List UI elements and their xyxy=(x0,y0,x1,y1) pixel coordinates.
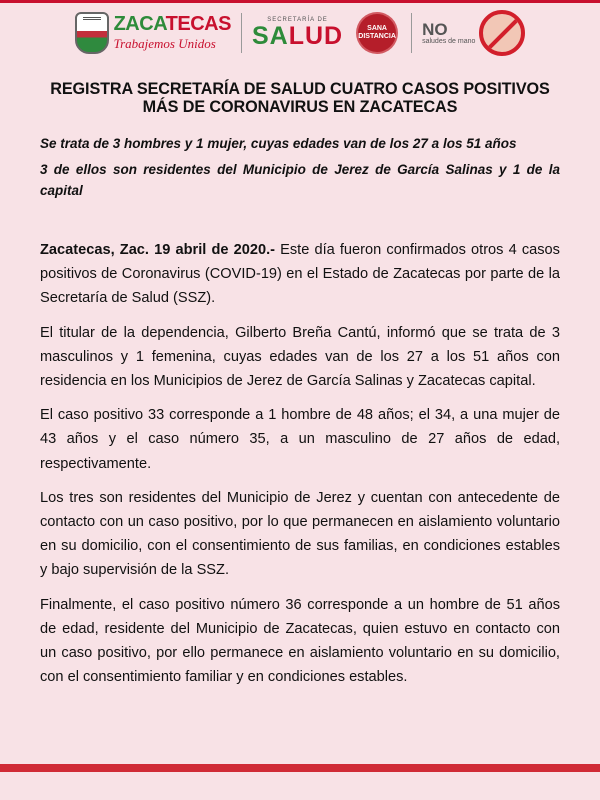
zacatecas-slogan: Trabajemos Unidos xyxy=(113,36,216,51)
logo-header xyxy=(0,3,600,63)
article-title: REGISTRA SECRETARÍA DE SALUD CUATRO CASOS POSITIVOS MÁS DE CORONAVIRUS EN ZACATECAS xyxy=(50,80,550,116)
sana-distancia-virus-icon xyxy=(353,9,401,57)
bottom-accent-strip xyxy=(0,764,600,772)
logo-divider xyxy=(411,13,412,53)
dateline: Zacatecas, Zac. 19 abril de 2020.- xyxy=(40,242,275,258)
article-paragraph xyxy=(40,238,560,311)
sana-distancia-label: SANA DISTANCIA xyxy=(358,25,396,40)
zacatecas-logo xyxy=(75,12,231,54)
article-paragraph: Finalmente, el caso positivo número 36 corresponde a un hombre de 51 años de edad, residente del Municipio de Zacatecas, quien estuvo en contacto con un caso positivo, por ello permanece en aislamiento voluntario en su domicilio, con el consentimiento familiar y en condiciones estables. xyxy=(40,596,560,686)
article-paragraph: Los tres son residentes del Municipio de Jerez y cuentan con antecedente de contacto con un caso positivo, por lo que permanecen en aislamiento voluntario en su domicilio, con el consentimiento de sus familias, en condiciones estables y bajo supervisión de la SSZ. xyxy=(40,489,560,579)
secretaria-salud-logo xyxy=(252,17,343,49)
salud-logo-caption: SECRETARÍA DE xyxy=(267,17,328,23)
state-crest-icon xyxy=(75,12,109,54)
article-subtitle: 3 de ellos son residentes del Municipio de Jerez de García Salinas y 1 de la capital xyxy=(40,162,560,198)
no-saludes-caption: saludes de mano xyxy=(422,37,476,45)
salud-wordmark: SALUD xyxy=(251,22,344,50)
article-subtitles xyxy=(40,133,560,206)
article-subtitle: Se trata de 3 hombres y 1 mujer, cuyas edades van de los 27 a los 51 años xyxy=(40,136,517,151)
no-saludes-title: NO xyxy=(422,19,448,39)
article-paragraph: El caso positivo 33 corresponde a 1 hombre de 48 años; el 34, a una mujer de 43 años y el caso número 35, a un masculino de 27 años de edad, respectivamente. xyxy=(40,407,560,472)
paragraph-text: Este día fueron confirmados otros 4 casos positivos de Coronavirus (COVID-19) en el Estado de Zacatecas por parte de la Secretaría de Salud (SSZ). xyxy=(40,242,560,307)
logo-divider xyxy=(241,13,242,53)
article-body xyxy=(40,238,560,699)
no-handshake-icon xyxy=(479,10,525,56)
no-saludes-logo xyxy=(422,10,525,56)
zacatecas-wordmark: ZACATECAS xyxy=(113,13,231,35)
article-paragraph: El titular de la dependencia, Gilberto Breña Cantú, informó que se trata de 3 masculinos y 1 femenina, cuyas edades van de los 27 a los 51 años con residencia en los Municipios de Jerez de García Salinas y Zacatecas capital. xyxy=(40,324,560,390)
